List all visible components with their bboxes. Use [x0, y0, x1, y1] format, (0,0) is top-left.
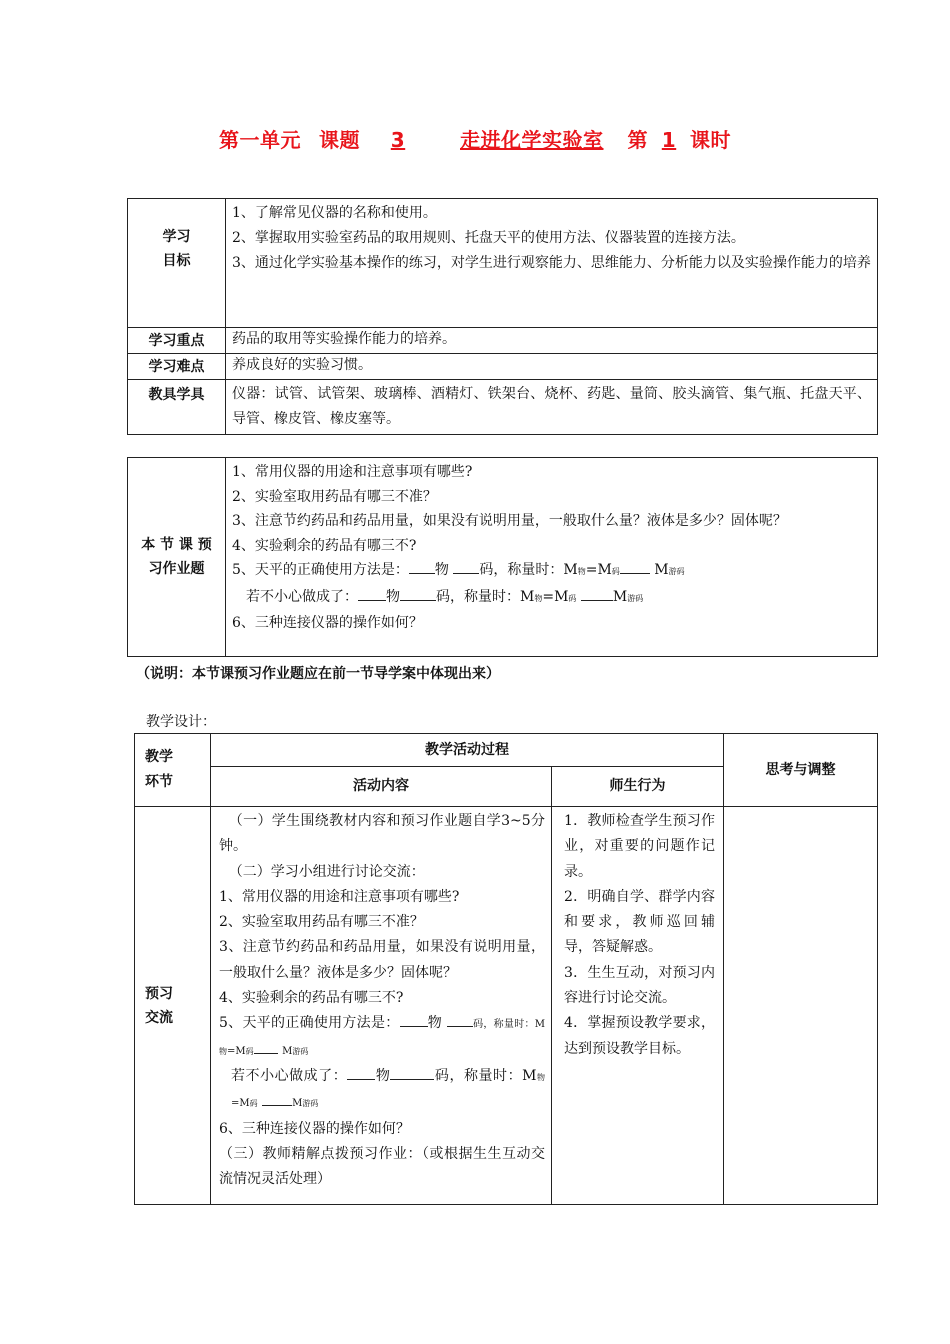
blank	[581, 586, 613, 601]
q5-sub: 游码	[668, 567, 685, 576]
blank	[358, 586, 386, 601]
goals-cell	[226, 199, 878, 328]
p8-text: =M	[231, 1098, 250, 1110]
behavior-header: 师生行为	[552, 767, 724, 807]
section-header	[135, 734, 211, 807]
q5r-text: 码，称量时：M	[436, 588, 535, 605]
q5r-text: =M	[542, 588, 569, 605]
content-header: 活动内容	[211, 767, 552, 807]
p7-sub: 码	[245, 1046, 254, 1056]
p8-sub: 游码	[302, 1099, 319, 1109]
goals-row	[128, 199, 878, 328]
q5-text: =M	[585, 562, 612, 578]
title-unit: 第一单元	[219, 128, 301, 152]
q5-text: M	[654, 562, 669, 578]
blank	[409, 559, 435, 574]
preview-q5-reverse	[232, 585, 871, 612]
preview-q4: 4、实验剩余的药品有哪三不?	[232, 537, 417, 554]
blank	[400, 586, 436, 601]
tools-label: 教具学具	[128, 380, 226, 435]
title-lesson-name: 走进化学实验室	[460, 128, 604, 152]
page-title	[0, 124, 950, 153]
title-period-no: 1	[661, 128, 677, 152]
p7-sub: 游码	[292, 1046, 309, 1056]
reflect-cell	[724, 807, 878, 1205]
q5-text: 5、天平的正确使用方法是：	[232, 562, 409, 578]
p8-text: 若不小心做成了：	[231, 1067, 348, 1084]
goals-label-line2: 目标	[162, 253, 191, 269]
content-p4: 2、实验室取用药品有哪三不准？	[219, 914, 424, 931]
p8-text: 物	[375, 1067, 391, 1084]
goal-item: 1、了解常见仪器的名称和使用。	[232, 205, 437, 221]
preview-label-line2: 习作业题	[148, 561, 205, 577]
goals-label	[128, 199, 226, 328]
preview-q5	[232, 558, 871, 585]
behavior-b2: 2．明确自学、群学内容和要求，教师巡回辅导，答疑解惑。	[564, 888, 715, 956]
p7-text: M	[282, 1045, 293, 1057]
content-p8	[219, 1064, 545, 1117]
blank	[453, 559, 479, 574]
difficulty-row	[128, 354, 878, 380]
behavior-cell	[552, 807, 724, 1205]
content-p6: 4、实验剩余的药品有哪三不?	[219, 990, 404, 1007]
key-label: 学习重点	[128, 328, 226, 354]
stage-line2: 交流	[145, 1009, 173, 1026]
behavior-b3: 3．生生互动，对预习内容进行讨论交流。	[564, 964, 715, 1007]
p7-text: 物	[427, 1015, 443, 1032]
p7-text: 码，称量时：M	[472, 1019, 545, 1031]
q5r-text: 物	[386, 588, 400, 605]
q5r-sub: 游码	[627, 593, 644, 603]
q5r-text: M	[612, 588, 628, 605]
q5r-sub: 码	[568, 593, 577, 603]
p7-text: =M	[227, 1045, 246, 1057]
preview-q1: 1、常用仪器的用途和注意事项有哪些?	[232, 464, 473, 480]
blank	[390, 1065, 434, 1080]
stage-cell	[135, 807, 211, 1205]
preview-questions	[226, 458, 878, 657]
blank	[347, 1065, 375, 1080]
content-p5: 3、注意节约药品和药品用量，如果没有说明用量，一般取什么量？液体是多少？固体呢？	[219, 939, 545, 981]
difficulty-value: 养成良好的实验习惯。	[226, 354, 878, 380]
content-p3: 1、常用仪器的用途和注意事项有哪些?	[219, 888, 460, 905]
preview-q6: 6、三种连接仪器的操作如何？	[232, 615, 423, 631]
content-cell	[211, 807, 552, 1205]
key-row	[128, 328, 878, 354]
blank	[447, 1012, 473, 1027]
preview-q2: 2、实验室取用药品有哪三不准？	[232, 488, 437, 505]
note: （说明：本节课预习作业题应在前一节导学案中体现出来）	[136, 666, 500, 682]
preview-label-line1: 本 节 课 预	[141, 537, 212, 553]
title-period-prefix: 第	[627, 128, 648, 152]
section-header-line2: 环节	[145, 774, 173, 790]
goal-item: 2、掌握取用实验室药品的取用规则、托盘天平的使用方法、仪器装置的连接方法。	[232, 230, 745, 246]
q5-text: 物	[434, 562, 449, 578]
p7-sub: 物	[219, 1046, 227, 1056]
key-value: 药品的取用等实验操作能力的培养。	[226, 328, 878, 354]
content-p2: （二）学习小组进行讨论交流：	[228, 863, 425, 880]
content-p7	[219, 1011, 545, 1064]
p8-text: 码，称量时：M	[434, 1067, 537, 1084]
goals-label-line1: 学习	[162, 229, 191, 245]
content-p10: （三）教师精解点拨预习作业：（或根据生生互动交流情况灵活处理）	[219, 1145, 545, 1188]
p8-text: M	[292, 1098, 303, 1110]
blank	[620, 559, 650, 574]
tools-value: 仪器：试管、试管架、玻璃棒、酒精灯、铁架台、烧杯、药匙、量筒、胶头滴管、集气瓶、托盘天平、导管、橡皮管、橡皮塞等。	[226, 380, 878, 435]
blank	[254, 1039, 278, 1054]
title-lesson-no: 3	[390, 128, 406, 152]
design-label: 教学设计：	[146, 714, 216, 730]
content-p9: 6、三种连接仪器的操作如何？	[219, 1120, 410, 1137]
behavior-b1: 1．教师检查学生预习作业，对重要的问题作记录。	[564, 813, 715, 880]
goal-item: 3、通过化学实验基本操作的练习，对学生进行观察能力、思维能力、分析能力以及实验操作能力的培养	[232, 255, 871, 271]
reflect-header: 思考与调整	[724, 734, 878, 807]
info-table	[127, 198, 878, 435]
p8-sub: 物	[536, 1072, 546, 1082]
section-header-line1: 教学	[145, 749, 173, 765]
stage-line1: 预习	[145, 985, 173, 1002]
title-period-suffix: 课时	[690, 128, 731, 152]
process-header: 教学活动过程	[211, 734, 724, 767]
q5-text: 码，称量时：M	[479, 562, 578, 578]
design-table	[134, 733, 878, 1205]
p8-sub: 码	[249, 1099, 258, 1109]
behavior-b4: 4．掌握预设教学要求，达到预设教学目标。	[564, 1015, 715, 1057]
preview-q3: 3、注意节约药品和药品用量，如果没有说明用量，一般取什么量？液体是多少？固体呢？	[232, 513, 787, 529]
q5-sub: 码	[611, 567, 620, 576]
q5r-sub: 物	[534, 593, 543, 603]
p7-text: 5、天平的正确使用方法是：	[219, 1015, 400, 1032]
blank	[400, 1012, 428, 1027]
preview-label	[128, 458, 226, 657]
blank	[262, 1091, 292, 1106]
tools-row	[128, 380, 878, 435]
q5-sub: 物	[577, 567, 586, 576]
difficulty-label: 学习难点	[128, 354, 226, 380]
q5r-text: 若不小心做成了：	[246, 588, 358, 605]
content-p1: （一）学生围绕教材内容和预习作业题自学3~5分钟。	[219, 813, 545, 855]
title-lesson-prefix: 课题	[319, 128, 360, 152]
preview-table	[127, 457, 878, 657]
